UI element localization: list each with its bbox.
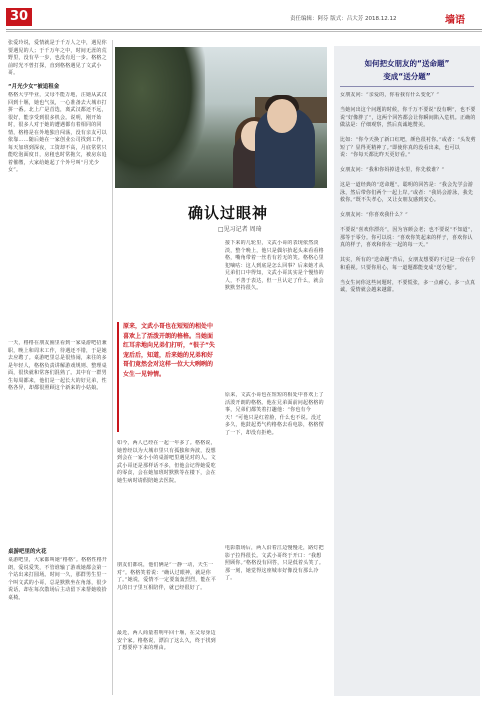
col2-body-3: 电影散场后，两人沿着江边慢慢走，路灯把影子拉得很长。文武小哥终于开口：“我想照顾你。”格格没有回答，只是低着头笑了。那一刻，她觉得这座城市好像没有那么冷了。 <box>225 545 325 581</box>
column-divider <box>112 40 113 695</box>
article-photo <box>115 47 327 188</box>
col1-intro: 张爱玲说，爱情就是于千万人之中，遇见你要遇见的人；于千万年之中，时间无涯的荒野里，没有早一步，也没有迟一步。格格之前时光不曾打探，直到格格遇见了文武小哥。 <box>8 40 107 76</box>
pull-quote: 原来，文武小哥也在短短的相处中喜欢上了活泼开朗的格格。当她面红耳赤地向兄弟们打听，“很子”失宠后后，知道，后来她的兄弟和好哥们竟然会对这样一位大大咧咧的女生一见钟情。 <box>123 323 215 378</box>
header-meta: 责任编辑：阿芬 版式：吕大芳 2018.12.12 <box>290 16 397 22</box>
header-rule <box>6 29 482 30</box>
col1-body-3: 桌游吧里，大家都叫她“格格”。格格性格开朗，爱说爱笑，不管谁输了游戏她都会第一个站出来打圆场。时间一久，那群男生里一个叫文武的小哥，总是默默坐在角落，很少说话，却在每次散场后主动留下来帮她收拾桌椅。 <box>8 557 108 601</box>
photo-tree <box>115 47 205 188</box>
col3-body-3: 最近，两人商量着明年回十堰，在父母身边安个家。格格说，漂泊了这么久，终于找到了想要停下来的理由。 <box>117 630 216 651</box>
photo-man-face <box>267 99 297 133</box>
section-name: 墙语 <box>445 15 465 26</box>
col2-body-2: 原来，文武小哥也在短短的相处中喜欢上了活泼开朗的格格。他在兄弟面前问起格格的事，兄弟们都笑着打趣他：“你也有今天！”可他只是红着脸，什么也不说。没过多久，他鼓起勇气约格格去看电影，格格愣了一下，却没有拒绝。 <box>225 392 324 436</box>
article-byline: □见习记者 周琦 <box>218 226 262 233</box>
subhead-1: “月光少女”被追租金 <box>8 84 60 90</box>
header-rule-secondary <box>6 31 482 32</box>
page-number: 30 <box>6 8 32 26</box>
sidebar-body: 女朋友问：“亲爱的，你看我有什么变化？” 当她问出这个问题的时候，你千万不要说“没有啊”，也不要说“好像胖了”，这两个回答都会让你瞬间陷入危机。正确的做法是：仔细观察，然后真诚地赞美。 比如：“你今天换了新口红吧，颜色很衬你。”或者：“头发剪短了？显得更精神了。”即使你真的没看出来，也可以说：“你每天都比昨天更好看。” 女朋友问：“我和你妈掉进水里，你先救谁？” 这是一道经典的“送命题”。聪明的回答是：“我会先学会游泳，然后带你们两个一起上岸。”或者：“我妈会游泳，我先救你。”既不失孝心，又让女朋友感到安心。 女朋友问：“你喜欢我什么？” 不要说“喜欢你漂亮”，因为容颜会老；也不要说“不知道”，那等于零分。你可以说：“喜欢你笑起来的样子，喜欢你认真的样子，喜欢和你在一起的每一天。” 其实，所有的“送命题”背后，女朋友想要的不过是一份在乎和重视。只要你用心，每一道题都能变成“送分题”。 当女生问你这些问题时，不要慌张，多一点耐心，多一点真诚，爱情就会越来越甜。 <box>340 92 476 293</box>
article-title: 确认过眼神 <box>188 204 269 222</box>
sidebar-title-line1: 如何把女朋友的“送命题” <box>364 59 450 68</box>
col3-body: 如今，两人已经在一起一年多了。格格说，她曾经以为大城市里只有孤独和奔波，没想到会在一家小小的桌游吧里遇见对的人。文武小哥还是那样话不多，但他会记得她爱吃的零食，会在她加班时默默等在楼下，会在她生病时请假陪她去医院。 <box>117 440 216 484</box>
sidebar-title-line2: 变成“送分题” <box>383 72 431 81</box>
subhead-2: 桌游吧里的火花 <box>8 549 47 555</box>
pull-quote-bar <box>117 322 119 432</box>
col1-body-2: 一天，格格在朋友圈里看到一家桌游吧招兼职，晚上和周末工作，待遇还不错，于是她去应聘了。桌游吧里总是很热闹，来往的多是年轻人，格格负责讲解游戏规则、整理桌面，很快就和常客们混熟了。其中有一群男生每周都来，他们是一起长大的好兄弟，性格各异，却都很照顾这个新来的小姑娘。 <box>8 340 107 391</box>
sidebar-title-rule <box>340 86 474 87</box>
col3-body-2: 朋友们都说，他们俩是“一静一动，天生一对”。格格笑着说：“确认过眼神，就是你了。”她说，爱情不一定要轰轰烈烈，能在平凡的日子里互相陪伴，就已经很好了。 <box>117 562 217 591</box>
col1-body: 格格大学毕业，父母不能万地，注她从武汉回到十堰，她也气氛，一心准备去大城市打拼一番。北上广是首选，离武汉都还不远，很好，能享受到很多机会。说明，刚开始时，很多人对于她的遭遇都有着相同的同情，格格是在外地独自闯荡，没有亲友可以依靠……随后她在一家创业公司找到工作，每天加班到深夜，工资却不高，月底常常只能吃泡面度日，房租也时常拖欠，被房东追着催缴，大家给她起了个外号叫“月光少女”。 <box>8 92 107 173</box>
col2-body: 接下来的几轮里，文武小哥的表现依然淡淡，整个晚上，他只是偶尔抬起头来看看格格，嘴角带着一丝若有若无的笑。格格心里犯嘀咕：这人到底是怎么回事？后来她才从兄弟们口中得知，文武小哥其实是个慢热的人，不善于表达，但一旦认定了什么，就会默默坚持很久。 <box>225 240 324 291</box>
